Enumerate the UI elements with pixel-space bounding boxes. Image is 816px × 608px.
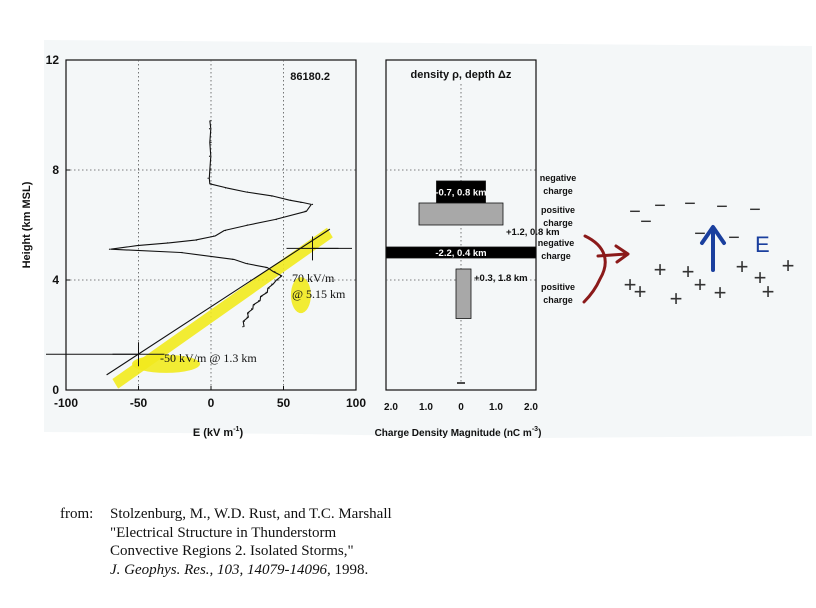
efield-point bbox=[208, 178, 209, 179]
positive-charge-mark: + bbox=[735, 254, 749, 279]
density-bar-label-2: -2.2, 0.4 km bbox=[435, 248, 487, 259]
density-bar-label-0: -0.7, 0.8 km bbox=[435, 187, 487, 199]
efield-point bbox=[210, 183, 211, 184]
efield-ytick-label: 12 bbox=[45, 53, 59, 67]
annotation-neg50: -50 kV/m @ 1.3 km bbox=[160, 351, 257, 365]
density-xtick-label: 1.0 bbox=[489, 402, 503, 413]
efield-point bbox=[274, 271, 275, 272]
efield-point bbox=[277, 279, 278, 280]
density-bar-label-3: +0.3, 1.8 km bbox=[474, 273, 528, 284]
efield-ytick-label: 4 bbox=[52, 273, 59, 287]
efield-xtick-label: 0 bbox=[207, 396, 215, 410]
efield-point bbox=[209, 128, 210, 129]
efield-point bbox=[266, 292, 267, 293]
efield-point bbox=[266, 267, 267, 268]
efield-point bbox=[290, 200, 291, 201]
efield-point bbox=[254, 304, 255, 305]
efield-point bbox=[271, 196, 272, 197]
density-xtick-label: 2.0 bbox=[384, 402, 398, 413]
density-xtick-label: 1.0 bbox=[419, 402, 433, 413]
annotation-5-15km: @ 5.15 km bbox=[292, 287, 346, 301]
citation-year: , 1998. bbox=[327, 561, 369, 578]
charge-label-4a: positive bbox=[540, 282, 576, 292]
efield-ytick-label: 0 bbox=[52, 383, 59, 397]
efield-point bbox=[312, 204, 313, 205]
efield-point bbox=[232, 259, 233, 260]
efield-xtick-label: 50 bbox=[276, 396, 291, 410]
density-bar-1 bbox=[419, 203, 503, 225]
efield-point bbox=[276, 219, 277, 220]
charge-label-3b: charge bbox=[541, 251, 571, 261]
charge-label-1b: charge bbox=[543, 186, 573, 196]
efield-point bbox=[196, 240, 197, 241]
charge-labels bbox=[538, 173, 577, 305]
efield-point bbox=[167, 242, 168, 243]
positive-charge-mark: + bbox=[681, 259, 695, 284]
efield-point bbox=[247, 263, 248, 264]
efield-point bbox=[225, 187, 226, 188]
positive-charge-mark: + bbox=[693, 272, 707, 297]
efield-point bbox=[268, 288, 269, 289]
positive-charge-mark: + bbox=[713, 280, 727, 305]
efield-point bbox=[247, 224, 248, 225]
efield-point bbox=[251, 308, 252, 309]
density-xaxis-label: Charge Density Magnitude (nC $m^{-3}$) bbox=[374, 426, 542, 439]
efield-point bbox=[300, 202, 301, 203]
charge-label-1a: negative bbox=[539, 173, 577, 183]
efield-point bbox=[181, 252, 182, 253]
density-title: density ρ, depth Δz bbox=[410, 69, 512, 81]
efield-point bbox=[247, 317, 248, 318]
density-xtick-label: 2.0 bbox=[524, 402, 538, 413]
positive-charge-mark: + bbox=[781, 253, 795, 278]
efield-point bbox=[225, 230, 226, 231]
negative-charge-mark: − bbox=[749, 199, 761, 221]
efield-xtick-label: -100 bbox=[53, 396, 79, 410]
efield-xtick-label: -50 bbox=[129, 396, 148, 410]
citation-authors: Stolzenburg, M., W.D. Rust, and T.C. Marshall bbox=[110, 506, 392, 522]
positive-charge-mark: + bbox=[653, 257, 667, 282]
efield-point bbox=[261, 296, 262, 297]
field-label-e: E bbox=[755, 232, 770, 257]
efield-ytick-label: 8 bbox=[52, 163, 59, 177]
negative-charge-mark: − bbox=[654, 195, 666, 217]
sounding-id: 86180.2 bbox=[290, 71, 330, 83]
efield-point bbox=[244, 321, 245, 322]
efield-yaxis-label: Height (km MSL) bbox=[21, 181, 33, 269]
charge-label-2b: charge bbox=[543, 218, 573, 228]
negative-charge-mark: − bbox=[694, 223, 706, 245]
positive-charge-mark: + bbox=[623, 272, 637, 297]
density-bar-label-1: +1.2, 0.8 km bbox=[506, 227, 560, 238]
efield-point bbox=[138, 245, 139, 246]
efield-point bbox=[209, 156, 210, 157]
citation-body bbox=[110, 505, 480, 579]
efield-point bbox=[210, 142, 211, 143]
positive-charge-mark: + bbox=[761, 279, 775, 304]
citation-from-label: from: bbox=[60, 506, 94, 522]
negative-charge-mark: − bbox=[728, 227, 740, 249]
negative-charge-mark: − bbox=[716, 196, 728, 218]
citation-journal: J. Geophys. Res., 103, 14079-14096 bbox=[110, 561, 328, 578]
efield-point bbox=[248, 312, 249, 313]
density-xtick-label: 0 bbox=[458, 402, 464, 413]
efield-xtick-label: 100 bbox=[345, 396, 367, 410]
efield-point bbox=[247, 191, 248, 192]
citation-title-line2: Convective Regions 2. Isolated Storms," bbox=[110, 543, 354, 559]
citation-journal-line bbox=[110, 561, 480, 580]
efield-point bbox=[210, 120, 211, 121]
positive-charge-mark: + bbox=[753, 265, 767, 290]
density-bar-3 bbox=[456, 269, 471, 319]
annotation-70kvm: 70 kV/m bbox=[292, 271, 335, 285]
negative-charge-mark: − bbox=[640, 211, 652, 233]
charge-label-3a: negative bbox=[537, 238, 575, 248]
efield-point bbox=[271, 284, 272, 285]
efield-point bbox=[213, 235, 214, 236]
positive-charge-mark: + bbox=[669, 286, 683, 311]
efield-point bbox=[109, 249, 110, 250]
charge-label-2a: positive bbox=[540, 205, 576, 215]
efield-point bbox=[210, 169, 211, 170]
efield-point bbox=[258, 300, 259, 301]
charge-label-4b: charge bbox=[543, 295, 573, 305]
efield-xaxis-label: E (kV $m^{-1}$) bbox=[192, 426, 244, 439]
efield-point bbox=[242, 326, 243, 327]
negative-charge-mark: − bbox=[684, 193, 696, 215]
citation-title-line1: "Electrical Structure in Thunderstorm bbox=[110, 524, 337, 541]
positive-charge-mark: + bbox=[633, 279, 647, 304]
efield-point bbox=[305, 211, 306, 212]
efield-point bbox=[280, 275, 281, 276]
negative-charge-mark: − bbox=[629, 201, 641, 223]
